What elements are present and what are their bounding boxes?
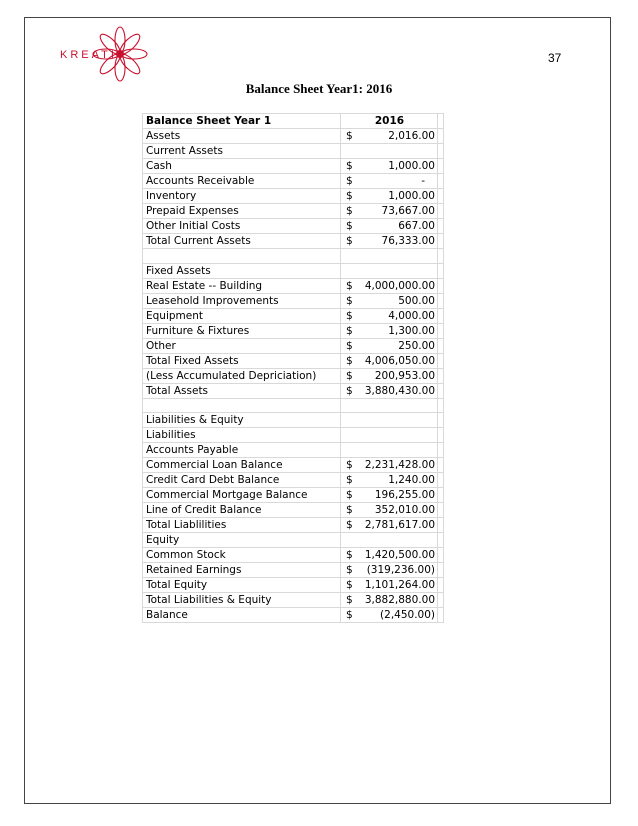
table-spacer-cell [438,593,444,608]
row-label: Real Estate -- Building [143,278,341,293]
currency-symbol: $ [346,384,353,397]
table-row [143,249,444,264]
row-label: Total Equity [143,578,341,593]
table-spacer-cell [438,473,444,488]
table-spacer-cell [438,563,444,578]
row-value [341,189,438,204]
table-spacer-cell [438,308,444,323]
row-value [341,293,438,308]
kreativ-logo [60,24,170,88]
amount: 76,333.00 [381,235,435,247]
table-spacer-cell [438,114,444,129]
row-value [341,174,438,189]
balance-sheet-table [142,113,444,623]
amount: 2,016.00 [388,130,435,142]
amount: 1,240.00 [388,474,435,487]
table-row [143,608,444,623]
row-value [341,458,438,473]
amount: 1,101,264.00 [364,579,435,592]
table-row [143,219,444,234]
row-label: Balance [143,608,341,623]
row-value [341,278,438,293]
table-row [143,548,444,563]
table-spacer-cell [438,368,444,383]
row-label: Other [143,338,341,353]
currency-symbol: $ [346,474,353,487]
table-row [143,533,444,548]
row-value [341,593,438,608]
table-row [143,159,444,174]
currency-symbol: $ [346,609,353,622]
row-label: Fixed Assets [143,263,341,278]
table-spacer-cell [438,263,444,278]
currency-symbol: $ [346,279,353,292]
currency-symbol: $ [346,339,353,352]
table-spacer-cell [438,159,444,174]
header-year: 2016 [341,114,438,129]
table-row [143,174,444,189]
row-label: Retained Earnings [143,563,341,578]
row-label: Equity [143,533,341,548]
amount: 667.00 [398,220,435,232]
row-value [341,428,438,443]
row-value [341,443,438,458]
table-spacer-cell [438,219,444,234]
table-row [143,383,444,398]
table-row [143,129,444,144]
currency-symbol: $ [346,235,353,247]
table-spacer-cell [438,189,444,204]
currency-symbol: $ [346,549,353,562]
amount: 4,000,000.00 [364,279,435,292]
row-value [341,563,438,578]
table-row [143,413,444,428]
amount: 2,231,428.00 [364,459,435,472]
table-row [143,518,444,533]
row-value [341,548,438,563]
table-spacer-cell [438,518,444,533]
table-row [143,189,444,204]
row-label: Accounts Payable [143,443,341,458]
table-row [143,144,444,159]
amount: 3,880,430.00 [364,384,435,397]
amount: 2,781,617.00 [364,519,435,532]
row-label: Leasehold Improvements [143,293,341,308]
row-value [341,473,438,488]
row-value [341,219,438,234]
row-value [341,398,438,413]
table-row [143,323,444,338]
table-row [143,593,444,608]
amount: 1,420,500.00 [364,549,435,562]
row-value [341,338,438,353]
currency-symbol: $ [346,504,353,517]
table-spacer-cell [438,458,444,473]
currency-symbol: $ [346,489,353,502]
table-spacer-cell [438,353,444,368]
row-label [143,249,341,264]
amount: 4,006,050.00 [364,354,435,367]
row-label: Furniture & Fixtures [143,323,341,338]
row-label: Current Assets [143,144,341,159]
row-label: Total Liablilities [143,518,341,533]
table-spacer-cell [438,533,444,548]
table-row [143,563,444,578]
table-spacer-cell [438,129,444,144]
document-title: Balance Sheet Year1: 2016 [245,81,393,96]
amount: 200,953.00 [374,369,435,382]
table-spacer-cell [438,578,444,593]
currency-symbol: $ [346,369,353,382]
row-value [341,368,438,383]
row-label: Line of Credit Balance [143,503,341,518]
table-row [143,293,444,308]
table-row [143,578,444,593]
amount: 3,882,880.00 [364,594,435,607]
table-spacer-cell [438,278,444,293]
table-spacer-cell [438,608,444,623]
currency-symbol: $ [346,354,353,367]
currency-symbol: $ [346,309,353,322]
amount: (319,236.00) [366,564,435,577]
row-label: Total Current Assets [143,234,341,249]
amount: 500.00 [398,294,435,307]
currency-symbol: $ [346,459,353,472]
page-number: 37 [548,51,562,65]
row-label: Credit Card Debt Balance [143,473,341,488]
row-value [341,503,438,518]
currency-symbol: $ [346,579,353,592]
table-spacer-cell [438,174,444,189]
table-row [143,398,444,413]
row-value [341,518,438,533]
table-spacer-cell [438,249,444,264]
row-value [341,144,438,159]
currency-symbol: $ [346,190,353,202]
header-label: Balance Sheet Year 1 [143,114,341,129]
table-spacer-cell [438,383,444,398]
row-label: Total Fixed Assets [143,353,341,368]
row-label: Cash [143,159,341,174]
row-label: Total Assets [143,383,341,398]
logo-text: KREATIV [60,49,128,61]
amount: 352,010.00 [374,504,435,517]
row-label: Assets [143,129,341,144]
amount: 1,000.00 [388,160,435,172]
currency-symbol: $ [346,220,353,232]
table-row [143,308,444,323]
table-row [143,503,444,518]
row-value [341,488,438,503]
row-value [341,234,438,249]
row-label: Inventory [143,189,341,204]
row-label: Commercial Mortgage Balance [143,488,341,503]
table-row [143,263,444,278]
row-value [341,608,438,623]
row-value [341,353,438,368]
row-value [341,204,438,219]
row-value [341,308,438,323]
amount: 73,667.00 [381,205,435,217]
row-label: Liabilities [143,428,341,443]
currency-symbol: $ [346,519,353,532]
table-spacer-cell [438,503,444,518]
row-value [341,249,438,264]
amount: 196,255.00 [374,489,435,502]
row-label: Equipment [143,308,341,323]
row-label: Commercial Loan Balance [143,458,341,473]
table-row [143,458,444,473]
row-label: Prepaid Expenses [143,204,341,219]
currency-symbol: $ [346,564,353,577]
amount: (2,450.00) [380,609,435,622]
row-label [143,398,341,413]
row-value [341,578,438,593]
row-label: Common Stock [143,548,341,563]
table-row [143,204,444,219]
currency-symbol: $ [346,324,353,337]
table-spacer-cell [438,234,444,249]
table-spacer-cell [438,144,444,159]
table-spacer-cell [438,428,444,443]
row-value [341,159,438,174]
table-spacer-cell [438,398,444,413]
table-spacer-cell [438,413,444,428]
amount: 1,300.00 [388,324,435,337]
row-label: Other Initial Costs [143,219,341,234]
currency-symbol: $ [346,175,353,187]
row-value [341,129,438,144]
currency-symbol: $ [346,594,353,607]
amount: - [421,175,425,187]
currency-symbol: $ [346,294,353,307]
table-spacer-cell [438,204,444,219]
row-value [341,383,438,398]
table-row [143,338,444,353]
table-spacer-cell [438,488,444,503]
amount: 1,000.00 [388,190,435,202]
table-row [143,443,444,458]
table-row [143,234,444,249]
table-header-row [143,114,444,129]
table-row [143,368,444,383]
table-spacer-cell [438,293,444,308]
table-spacer-cell [438,548,444,563]
row-label: Liabilities & Equity [143,413,341,428]
row-value [341,323,438,338]
row-label: Total Liabilities & Equity [143,593,341,608]
amount: 4,000.00 [388,309,435,322]
table-spacer-cell [438,323,444,338]
row-value [341,533,438,548]
table-row [143,488,444,503]
amount: 250.00 [398,339,435,352]
row-value [341,413,438,428]
table-spacer-cell [438,338,444,353]
row-label: (Less Accumulated Depriciation) [143,368,341,383]
currency-symbol: $ [346,205,353,217]
currency-symbol: $ [346,130,353,142]
row-value [341,263,438,278]
currency-symbol: $ [346,160,353,172]
row-label: Accounts Receivable [143,174,341,189]
table-row [143,428,444,443]
table-row [143,353,444,368]
table-row [143,473,444,488]
table-row [143,278,444,293]
table-spacer-cell [438,443,444,458]
